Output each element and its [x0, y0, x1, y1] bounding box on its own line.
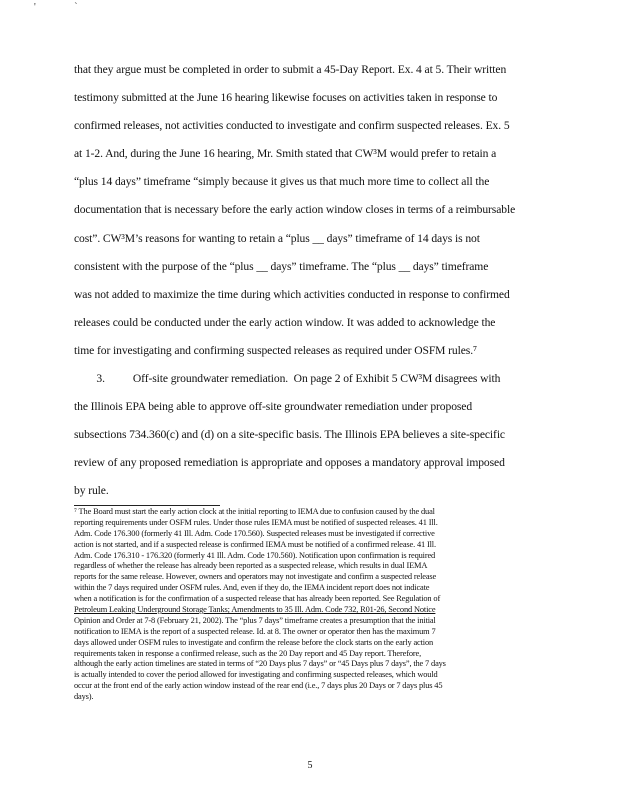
section-heading-line: 3. Off-site groundwater remediation. On page 2 of Exhibit 5 CW³M disagrees with [74, 372, 501, 386]
body-line: was not added to maximize the time during which activities conducted in response to confirmed [74, 287, 510, 301]
body-line: that they argue must be completed in order to submit a 45-Day Report. Ex. 4 at 5. Their written [74, 63, 507, 76]
body-line: “plus 14 days” timeframe “simply because it gives us that much more time to collect all the [74, 175, 490, 189]
body-line: time for investigating and confirming suspected releases as required under OSFM rules.⁷ [74, 343, 477, 357]
body-line: documentation that is necessary before the early action window closes in terms of a reimbursable [74, 203, 516, 217]
scan-corner-marks: ' ` [34, 2, 96, 13]
body-line: the Illinois EPA being able to approve off-site groundwater remediation under proposed [74, 400, 473, 414]
footnote-line: within the 7 days required under OSFM rules. And, even if they do, the IEMA incident report does not indicate [74, 583, 430, 593]
body-line: testimony submitted at the June 16 hearing likewise focuses on activities taken in response to [74, 91, 498, 105]
footnote-line: notification to IEMA is the report of a suspected release. Id. at 8. The owner or operator then has the maximum 7 [74, 626, 436, 636]
body-line: releases could be conducted under the early action window. It was added to acknowledge the [74, 315, 496, 329]
body-line: by rule. [74, 484, 109, 498]
footnote-line: days allowed under OSFM rules to investigate and confirm the release before the clock starts on the early action [74, 637, 434, 647]
footnote-line: reporting requirements under OSFM rules. Under those rules IEMA must be notified of suspected releases. 41 Ill. [74, 517, 438, 527]
footnote-line: although the early action timelines are stated in terms of “20 Days plus 7 days” or “45 Days plus 7 days”, the 7 days [74, 659, 446, 669]
footnote-line: ⁷ The Board must start the early action clock at the initial reporting to IEMA due to confusion caused by the dual [74, 507, 435, 516]
footnote-line: occur at the front end of the early action window instead of the rear end (i.e., 7 days plus 20 Days or 7 days plus 45 [74, 681, 443, 691]
footnote-line: requirements taken in response a confirmed release, such as the 20 Day report and 45 Day report. Therefore, [74, 648, 422, 658]
body-text [74, 60, 544, 510]
footnote-line: Petroleum Leaking Underground Storage Tanks; Amendments to 35 Ill. Adm. Code 732, R01-26, Second Notice [74, 605, 436, 615]
footnote-line: is actually intended to cover the period allowed for investigating and confirming suspected releases, which would [74, 670, 438, 680]
footnote-line: regardless of whether the release has already been reported as a suspected release, which results in dual IEMA [74, 561, 428, 571]
footnote-line: Opinion and Order at 7-8 (February 21, 2002). The “plus 7 days” timeframe creates a presumption that the initial [74, 615, 436, 625]
footnote-line: Adm. Code 176.300 (formerly 41 Ill. Adm. Code 170.560). Suspected releases must be investigated if corrective [74, 528, 435, 538]
footnote-line: days). [74, 692, 94, 702]
body-line: confirmed releases, not activities conducted to investigate and confirm suspected releases. Ex. 5 [74, 119, 510, 133]
footnote-line: Adm. Code 176.310 - 176.320 (formerly 41 Ill. Adm. Code 170.560). Notification upon confirmation is required [74, 550, 436, 560]
page-number: 5 [307, 760, 313, 771]
footnote-line: reports for the same release. However, owners and operators may not investigate and confirm a suspected release [74, 572, 437, 582]
footnote [74, 507, 548, 703]
body-line: at 1-2. And, during the June 16 hearing, Mr. Smith stated that CW³M would prefer to retain a [74, 147, 497, 161]
footnote-divider [74, 505, 220, 506]
body-line: consistent with the purpose of the “plus __ days” timeframe. The “plus __ days” timeframe [74, 259, 489, 273]
body-line: cost”. CW³M’s reasons for wanting to retain a “plus __ days” timeframe of 14 days is not [74, 231, 480, 245]
body-line: subsections 734.360(c) and (d) on a site-specific basis. The Illinois EPA believes a site-specific [74, 428, 505, 442]
footnote-line: action is not started, and if a suspected release is confirmed IEMA must be notified of a confirmed release. 41 Ill. [74, 539, 436, 549]
footnote-line: when a notification is for the confirmation of a suspected release that has already been reported. See Regulation of [74, 594, 441, 604]
body-line: review of any proposed remediation is appropriate and opposes a mandatory approval imposed [74, 456, 505, 470]
